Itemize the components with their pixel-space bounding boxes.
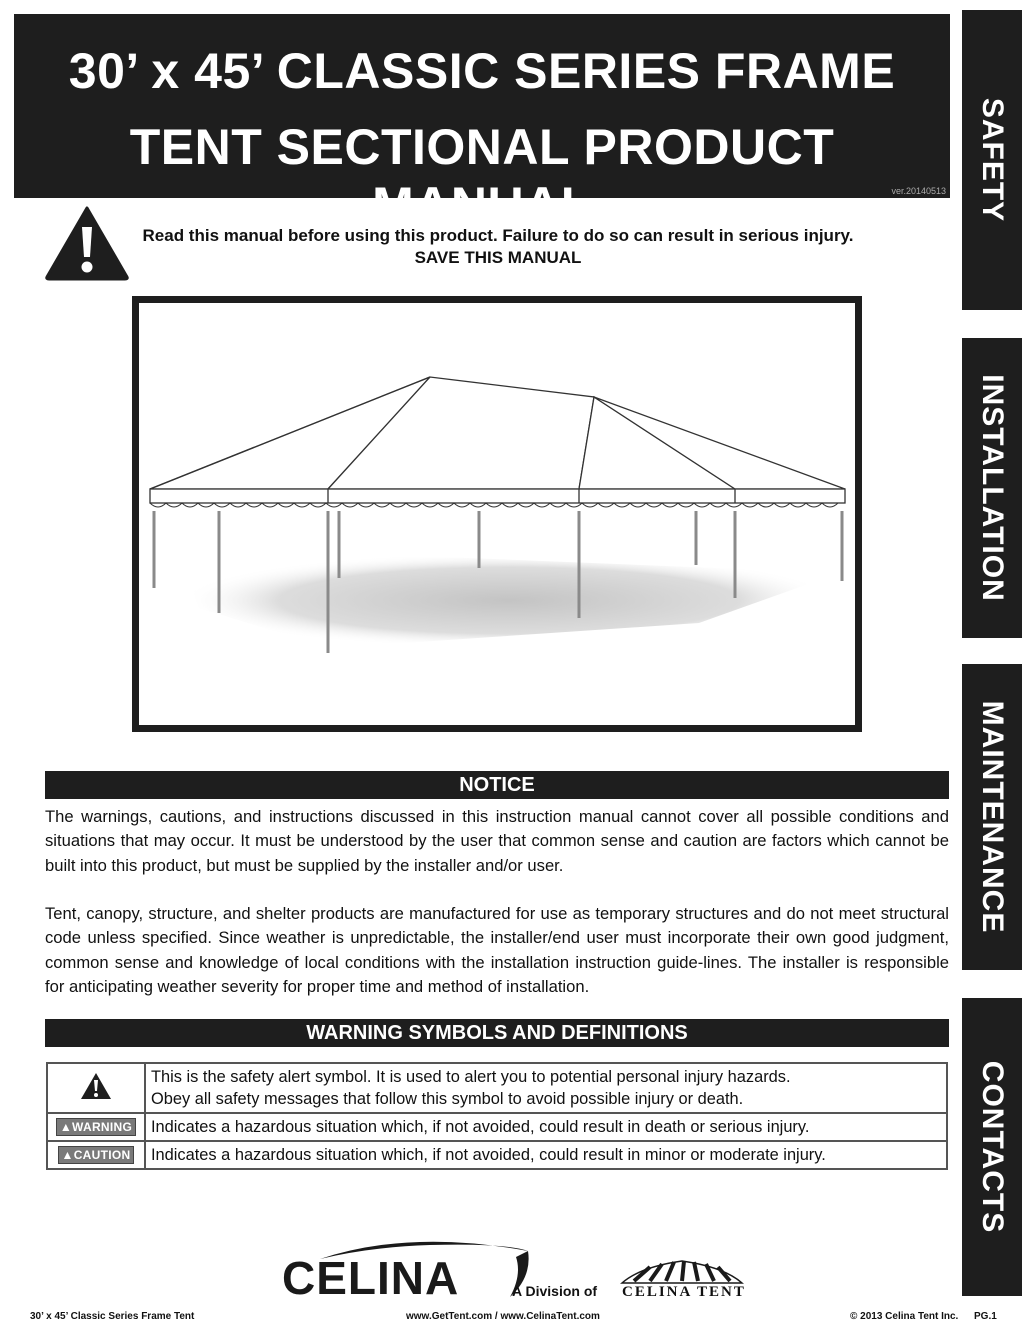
tab-maintenance-label: MAINTENANCE — [976, 700, 1009, 934]
celina-brand: CELINA — [282, 1252, 460, 1304]
symbol-cell — [47, 1063, 145, 1113]
notice-heading: NOTICE — [45, 771, 949, 799]
tent-drawing — [139, 303, 855, 725]
symbol-cell — [47, 1141, 145, 1169]
tab-contacts-label: CONTACTS — [976, 1060, 1009, 1234]
footer-page-number: PG.1 — [974, 1311, 997, 1322]
footer-copyright: © 2013 Celina Tent Inc. — [850, 1311, 959, 1322]
tab-contacts[interactable] — [962, 998, 1022, 1296]
warning-symbols-heading: WARNING SYMBOLS AND DEFINITIONS — [45, 1019, 949, 1047]
warning-badge — [56, 1118, 136, 1136]
tab-installation-label: INSTALLATION — [976, 374, 1009, 602]
notice-paragraph-1: The warnings, cautions, and instructions discussed in this instruction manual cannot cover all possible conditions and situations that may occur. It must be understood by the user that common sense and caution are factors which cannot be built into this product, but must be supplied by the installer and/or user. — [45, 807, 949, 875]
footer-title: 30’ x 45’ Classic Series Frame Tent — [30, 1311, 195, 1322]
caution-badge-label: CAUTION — [73, 1148, 131, 1162]
warning-symbols-table — [46, 1062, 948, 1170]
table-row — [47, 1113, 947, 1141]
definition-text: Indicates a hazardous situation which, if not avoided, could result in death or serious injury. — [145, 1113, 947, 1141]
tab-maintenance[interactable] — [962, 664, 1022, 970]
caution-badge — [58, 1146, 135, 1164]
table-row — [47, 1141, 947, 1169]
safety-alert-icon — [80, 1071, 112, 1101]
read-manual-warning: Read this manual before using this product. Failure to do so can result in serious injury. — [142, 226, 854, 245]
tent-illustration — [132, 296, 862, 732]
alert-triangle-icon: ▲ — [61, 1148, 74, 1162]
tab-safety-label: SAFETY — [976, 97, 1009, 223]
warning-badge-label: WARNING — [72, 1120, 133, 1134]
celina-tent-wordmark: CELINA TENT — [622, 1284, 746, 1300]
version-label: ver.20140513 — [891, 186, 946, 196]
definition-cell — [145, 1063, 947, 1113]
tab-installation[interactable] — [962, 338, 1022, 638]
tab-safety[interactable] — [962, 10, 1022, 310]
table-row — [47, 1063, 947, 1113]
save-manual-text: SAVE THIS MANUAL — [414, 248, 582, 267]
striped-tent-icon — [620, 1259, 744, 1285]
symbol-cell — [47, 1113, 145, 1141]
notice-paragraph-2: Tent, canopy, structure, and shelter products are manufactured for use as temporary structures and do not meet structural code unless specified. Since weather is unpredictable, the installer/end user must incorporate their own good judgment, common sense and knowledge of local conditions with the installation instruction guide-lines. The installer is responsible for anticipating weather severity for proper time and method of installation. — [45, 904, 949, 996]
title-banner — [14, 14, 950, 233]
division-text: A Division of — [512, 1283, 598, 1299]
definition-text: Indicates a hazardous situation which, if not avoided, could result in minor or moderate injury. — [145, 1141, 947, 1169]
celina-logo — [280, 1237, 750, 1307]
definition-text-line1: This is the safety alert symbol. It is used to alert you to potential personal injury hazards. — [151, 1068, 791, 1086]
footer-websites[interactable]: www.GetTent.com / www.CelinaTent.com — [406, 1311, 600, 1322]
manual-title-line2: TENT SECTIONAL PRODUCT MANUAL — [129, 119, 835, 233]
definition-text-line2: Obey all safety messages that follow this symbol to avoid possible injury or death. — [151, 1090, 744, 1108]
alert-triangle-icon: ▲ — [59, 1120, 73, 1134]
manual-title-line1: 30’ x 45’ CLASSIC SERIES FRAME — [68, 43, 896, 99]
